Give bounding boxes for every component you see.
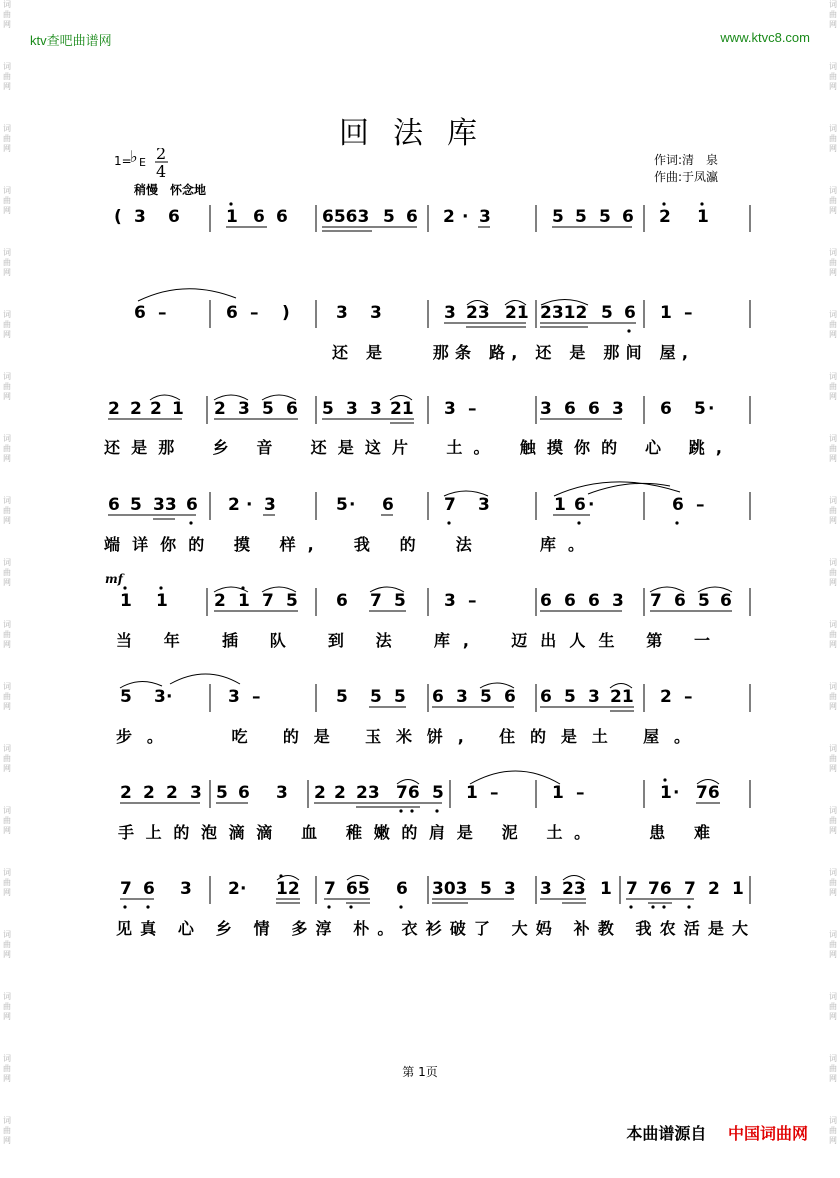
svg-text:2312: 2312 (540, 303, 588, 323)
watermark-char: 曲 (829, 940, 837, 949)
svg-text:3: 3 (612, 399, 624, 419)
score-line-7 (118, 771, 750, 842)
key-prefix: 1= (114, 154, 132, 168)
note: 6 (134, 303, 146, 323)
svg-text:6: 6 (238, 783, 250, 803)
watermark-char: 词 (3, 806, 11, 815)
watermark-char: 曲 (829, 630, 837, 639)
svg-text:3: 3 (478, 495, 490, 515)
svg-text:6: 6 (672, 495, 684, 515)
svg-text:3: 3 (346, 399, 358, 419)
watermark-char: 词 (3, 620, 11, 629)
svg-text:2: 2 (228, 879, 240, 899)
svg-text:3: 3 (540, 879, 552, 899)
svg-text:5: 5 (432, 783, 444, 803)
svg-text:1: 1 (238, 591, 250, 611)
dash: – (158, 303, 167, 323)
watermark-char: 网 (829, 20, 837, 29)
score-line-8 (116, 874, 750, 938)
watermark-char: 网 (3, 640, 11, 649)
watermark-char: 词 (829, 372, 837, 381)
watermark-char: 词 (3, 62, 11, 71)
svg-text:3: 3 (336, 303, 348, 323)
svg-text:6: 6 (143, 879, 155, 899)
svg-text:·: · (588, 495, 595, 515)
svg-text:5: 5 (130, 495, 142, 515)
watermark-char: 网 (3, 826, 11, 835)
svg-text:2: 2 (143, 783, 155, 803)
svg-text:1: 1 (600, 879, 612, 899)
watermark-char: 网 (3, 578, 11, 587)
watermark-char: 词 (3, 930, 11, 939)
time-signature-bottom: 4 (156, 162, 167, 181)
source-label: 本曲谱源自 (626, 1124, 707, 1143)
svg-text:7: 7 (370, 591, 382, 611)
note: 6 (276, 207, 288, 227)
watermark-char: 词 (3, 682, 11, 691)
watermark-char: 词 (3, 1054, 11, 1063)
svg-text:5: 5 (480, 687, 492, 707)
watermark-char: 曲 (3, 10, 11, 19)
watermark-char: 曲 (829, 878, 837, 887)
score-line-3 (104, 395, 750, 457)
svg-text:6: 6 (674, 591, 686, 611)
svg-text:21: 21 (390, 399, 414, 419)
watermark-char: 网 (3, 702, 11, 711)
watermark-char: 网 (3, 888, 11, 897)
watermark-char: 词 (829, 558, 837, 567)
watermark-char: 曲 (3, 878, 11, 887)
watermark-char: 网 (3, 1012, 11, 1021)
watermark-char: 网 (3, 950, 11, 959)
svg-text:5: 5 (336, 495, 348, 515)
svg-text:·: · (673, 783, 680, 803)
svg-text:6: 6 (226, 303, 238, 323)
lyric-line-3: 还是那 乡 音 还是这片 土。 触摸你的 心 跳, (104, 438, 722, 457)
svg-text:5: 5 (698, 591, 710, 611)
lyric-line-5: 当 年 插 队 到 法 库, 迈出人生 第 一 (116, 631, 711, 650)
watermark-char: 网 (829, 702, 837, 711)
svg-text:2: 2 (150, 399, 162, 419)
watermark-char: 网 (3, 82, 11, 91)
svg-text:65: 65 (346, 879, 370, 899)
watermark-char: 词 (3, 558, 11, 567)
watermark-char: 网 (829, 1074, 837, 1083)
flat-sign: ♭ (130, 148, 138, 166)
watermark-char: 曲 (3, 258, 11, 267)
watermark-char: 网 (829, 1136, 837, 1145)
svg-text:6: 6 (564, 591, 576, 611)
svg-text:6: 6 (396, 879, 408, 899)
source-credit (626, 1121, 808, 1144)
watermark-char: 词 (829, 620, 837, 629)
svg-text:6: 6 (720, 591, 732, 611)
svg-text:5: 5 (370, 687, 382, 707)
svg-text:2: 2 (228, 495, 240, 515)
note: 5 (575, 207, 587, 227)
watermark-char: 网 (3, 764, 11, 773)
watermark-char: 曲 (829, 568, 837, 577)
lyric-line-6: 步。 吃 的是 玉米饼, 住的是土 屋。 (116, 727, 690, 746)
svg-text:–: – (468, 591, 477, 611)
watermark-char: 曲 (3, 692, 11, 701)
note: 6 (168, 207, 180, 227)
watermark-char: 词 (829, 992, 837, 1001)
watermark-char: 词 (829, 1116, 837, 1125)
svg-text:76: 76 (648, 879, 672, 899)
note: 5 (552, 207, 564, 227)
time-signature-top: 2 (156, 148, 167, 163)
svg-text:6: 6 (588, 399, 600, 419)
svg-text:3: 3 (190, 783, 202, 803)
watermark-char: 词 (3, 868, 11, 877)
svg-text:6: 6 (286, 399, 298, 419)
note: 6563 (322, 207, 370, 227)
svg-text:23: 23 (562, 879, 586, 899)
watermark-char: 词 (3, 372, 11, 381)
svg-text:7: 7 (262, 591, 274, 611)
svg-text:–: – (250, 303, 259, 323)
svg-text:·: · (246, 495, 253, 515)
watermark-char: 曲 (3, 754, 11, 763)
watermark-char: 网 (3, 392, 11, 401)
watermark-char: 网 (829, 764, 837, 773)
watermark-char: 曲 (3, 1002, 11, 1011)
svg-text:5: 5 (694, 399, 706, 419)
svg-text:6: 6 (624, 303, 636, 323)
svg-text:6: 6 (108, 495, 120, 515)
watermark-char: 词 (3, 0, 11, 9)
svg-text:·: · (349, 495, 356, 515)
svg-text:23: 23 (466, 303, 490, 323)
svg-text:12: 12 (276, 879, 300, 899)
svg-text:5: 5 (262, 399, 274, 419)
watermark-char: 网 (3, 268, 11, 277)
svg-text:·: · (708, 399, 715, 419)
site-name-left[interactable]: ktv查吧曲谱网 (30, 33, 112, 48)
watermark-char: 曲 (3, 506, 11, 515)
watermark-char: 词 (829, 744, 837, 753)
svg-text:5: 5 (216, 783, 228, 803)
watermark-char: 曲 (829, 1002, 837, 1011)
tie (138, 289, 236, 301)
svg-text:–: – (684, 303, 693, 323)
watermark-char: 网 (3, 206, 11, 215)
watermark-char: 网 (829, 82, 837, 91)
svg-text:3: 3 (154, 687, 166, 707)
watermark-char: 曲 (829, 754, 837, 763)
watermark-char: 网 (829, 516, 837, 525)
watermark-char: 网 (3, 1074, 11, 1083)
svg-text:2: 2 (314, 783, 326, 803)
watermark-char: 曲 (829, 444, 837, 453)
watermark-char: 曲 (3, 1064, 11, 1073)
svg-text:3: 3 (276, 783, 288, 803)
watermark-char: 曲 (829, 382, 837, 391)
lyricist: 作词:清 泉 (654, 153, 719, 167)
svg-text:5: 5 (394, 591, 406, 611)
watermark-char: 词 (3, 248, 11, 257)
svg-text:3: 3 (228, 687, 240, 707)
watermark-char: 词 (829, 434, 837, 443)
svg-text:6: 6 (540, 687, 552, 707)
watermark-char: 网 (3, 330, 11, 339)
svg-text:6: 6 (504, 687, 516, 707)
svg-text:2: 2 (166, 783, 178, 803)
score-line-1 (114, 202, 750, 232)
composer: 作曲:于凤瀛 (654, 170, 719, 184)
svg-text:5: 5 (336, 687, 348, 707)
svg-text:·: · (240, 879, 247, 899)
svg-text:7: 7 (650, 591, 662, 611)
svg-text:1: 1 (172, 399, 184, 419)
svg-text:6: 6 (564, 399, 576, 419)
watermark-char: 曲 (829, 196, 837, 205)
watermark-char: 词 (3, 992, 11, 1001)
key-note: E (139, 156, 146, 169)
svg-text:·: · (166, 687, 173, 707)
svg-text:6: 6 (588, 591, 600, 611)
watermark-char: 词 (3, 434, 11, 443)
watermark-char: 曲 (3, 940, 11, 949)
svg-text:6: 6 (186, 495, 198, 515)
watermark-char: 网 (829, 144, 837, 153)
svg-text:5: 5 (564, 687, 576, 707)
note: 6 (253, 207, 265, 227)
svg-text:3: 3 (444, 303, 456, 323)
watermark-char: 网 (829, 330, 837, 339)
svg-text:3: 3 (238, 399, 250, 419)
svg-text:1: 1 (120, 591, 132, 611)
watermark-char: 词 (829, 868, 837, 877)
svg-text:1: 1 (660, 783, 672, 803)
watermark-char: 词 (829, 248, 837, 257)
svg-text:7: 7 (626, 879, 638, 899)
note: 2 (443, 207, 455, 227)
bracket-open: ( (114, 207, 122, 227)
song-title: 回法库 (339, 116, 501, 151)
note: 1 (697, 207, 709, 227)
note: 6 (622, 207, 634, 227)
watermark-char: 曲 (829, 1064, 837, 1073)
watermark-char: 曲 (3, 630, 11, 639)
note: 3 (134, 207, 146, 227)
svg-text:–: – (252, 687, 261, 707)
score-line-2 (134, 289, 750, 362)
score-line-4 (104, 482, 750, 554)
watermark-char: 曲 (829, 320, 837, 329)
watermark-char: 曲 (3, 320, 11, 329)
watermark-char: 曲 (3, 1126, 11, 1135)
watermark-char: 网 (829, 578, 837, 587)
watermark-char: 词 (829, 0, 837, 9)
watermark-char: 网 (3, 144, 11, 153)
svg-text:1: 1 (554, 495, 566, 515)
watermark-char: 词 (829, 1054, 837, 1063)
watermark-char: 曲 (829, 10, 837, 19)
source-site-link[interactable]: 中国词曲网 (727, 1124, 808, 1143)
svg-text:): ) (282, 303, 290, 323)
svg-text:3: 3 (370, 303, 382, 323)
note: 2 (659, 207, 671, 227)
svg-text:2: 2 (130, 399, 142, 419)
svg-text:–: – (576, 783, 585, 803)
watermark-char: 词 (829, 310, 837, 319)
svg-text:1: 1 (660, 303, 672, 323)
svg-text:7: 7 (120, 879, 132, 899)
svg-text:1: 1 (156, 591, 168, 611)
watermark-char: 词 (829, 124, 837, 133)
dynamic-marking: mf (105, 572, 123, 586)
svg-text:–: – (490, 783, 499, 803)
watermark-char: 网 (829, 950, 837, 959)
dot: · (462, 207, 469, 227)
svg-text:2: 2 (108, 399, 120, 419)
note: 6 (406, 207, 418, 227)
svg-text:2: 2 (334, 783, 346, 803)
watermark-char: 词 (829, 496, 837, 505)
svg-text:5: 5 (286, 591, 298, 611)
tempo-marking: 稍慢 怀念地 (134, 183, 207, 197)
watermark-char: 曲 (3, 134, 11, 143)
svg-text:5: 5 (480, 879, 492, 899)
svg-text:2: 2 (214, 399, 226, 419)
score-line-6 (116, 674, 750, 746)
note: 1 (226, 207, 238, 227)
svg-text:76: 76 (696, 783, 720, 803)
lyric-line-8: 见真 心 乡 情 多淳 朴。衣衫破了 大妈 补教 我农活是大 (116, 919, 748, 938)
svg-text:6: 6 (382, 495, 394, 515)
watermark-char: 曲 (829, 506, 837, 515)
watermark-char: 网 (829, 1012, 837, 1021)
watermark-char: 网 (3, 1136, 11, 1145)
watermark-char: 词 (3, 1116, 11, 1125)
watermark-char: 曲 (829, 692, 837, 701)
svg-text:3: 3 (370, 399, 382, 419)
watermark-char: 曲 (3, 72, 11, 81)
svg-text:3: 3 (264, 495, 276, 515)
note: 5 (599, 207, 611, 227)
note: 5 (383, 207, 395, 227)
svg-text:5: 5 (601, 303, 613, 323)
watermark-char: 网 (829, 826, 837, 835)
watermark-char: 词 (829, 930, 837, 939)
svg-text:21: 21 (505, 303, 529, 323)
page-number: 第 1页 (402, 1065, 438, 1079)
watermark-char: 词 (3, 124, 11, 133)
watermark-char: 词 (3, 310, 11, 319)
watermark-char: 网 (3, 516, 11, 525)
lyric-line-2: 还 是 那条 路, 还 是 那间 屋, (332, 343, 688, 362)
svg-text:33: 33 (153, 495, 177, 515)
watermark-char: 词 (829, 682, 837, 691)
svg-text:3: 3 (444, 591, 456, 611)
svg-text:21: 21 (610, 687, 634, 707)
site-url-right[interactable]: www.ktvc8.com (720, 30, 810, 45)
svg-text:6: 6 (660, 399, 672, 419)
svg-text:76: 76 (396, 783, 420, 803)
watermark-char: 网 (829, 268, 837, 277)
svg-text:2: 2 (708, 879, 720, 899)
watermark-char: 曲 (829, 258, 837, 267)
watermark-char: 网 (829, 640, 837, 649)
svg-text:2: 2 (120, 783, 132, 803)
svg-text:3: 3 (612, 591, 624, 611)
svg-text:303: 303 (432, 879, 468, 899)
watermark-char: 曲 (3, 196, 11, 205)
watermark-char: 网 (3, 20, 11, 29)
watermark-char: 曲 (3, 382, 11, 391)
svg-text:1: 1 (466, 783, 478, 803)
svg-text:23: 23 (356, 783, 380, 803)
svg-text:1: 1 (552, 783, 564, 803)
watermark-char: 曲 (3, 816, 11, 825)
svg-text:3: 3 (180, 879, 192, 899)
svg-text:7: 7 (684, 879, 696, 899)
watermark-char: 曲 (3, 568, 11, 577)
svg-text:5: 5 (394, 687, 406, 707)
svg-text:5: 5 (322, 399, 334, 419)
svg-text:3: 3 (456, 687, 468, 707)
watermark-char: 词 (829, 62, 837, 71)
svg-text:6: 6 (574, 495, 586, 515)
watermark-char: 词 (829, 806, 837, 815)
svg-text:2: 2 (214, 591, 226, 611)
dot-high (229, 202, 232, 205)
svg-text:5: 5 (120, 687, 132, 707)
svg-text:3: 3 (504, 879, 516, 899)
watermark-char: 词 (3, 496, 11, 505)
watermark-char: 曲 (829, 134, 837, 143)
watermark-char: 曲 (3, 444, 11, 453)
svg-text:6: 6 (432, 687, 444, 707)
svg-text:7: 7 (324, 879, 336, 899)
score-line-5 (116, 586, 750, 650)
svg-text:1: 1 (732, 879, 744, 899)
svg-text:6: 6 (540, 591, 552, 611)
svg-text:3: 3 (540, 399, 552, 419)
watermark-char: 曲 (829, 72, 837, 81)
svg-text:3: 3 (588, 687, 600, 707)
note: 3 (479, 207, 491, 227)
watermark-char: 词 (3, 186, 11, 195)
svg-text:2: 2 (660, 687, 672, 707)
lyric-line-4: 端详你的 摸 样, 我 的 法 库。 (104, 535, 584, 554)
lyric-line-7: 手上的泡滴滴 血 稚嫩的肩是 泥 土。 患 难 (118, 823, 710, 842)
svg-text:6: 6 (336, 591, 348, 611)
watermark-char: 曲 (829, 816, 837, 825)
svg-text:7: 7 (444, 495, 456, 515)
watermark-char: 网 (829, 392, 837, 401)
watermark-char: 网 (3, 454, 11, 463)
svg-text:–: – (696, 495, 705, 515)
watermark-char: 曲 (829, 1126, 837, 1135)
watermark-char: 词 (3, 744, 11, 753)
svg-text:3: 3 (444, 399, 456, 419)
watermark-char: 网 (829, 454, 837, 463)
watermark-char: 网 (829, 888, 837, 897)
watermark-char: 网 (829, 206, 837, 215)
watermark-char: 词 (829, 186, 837, 195)
svg-text:–: – (468, 399, 477, 419)
svg-text:–: – (684, 687, 693, 707)
